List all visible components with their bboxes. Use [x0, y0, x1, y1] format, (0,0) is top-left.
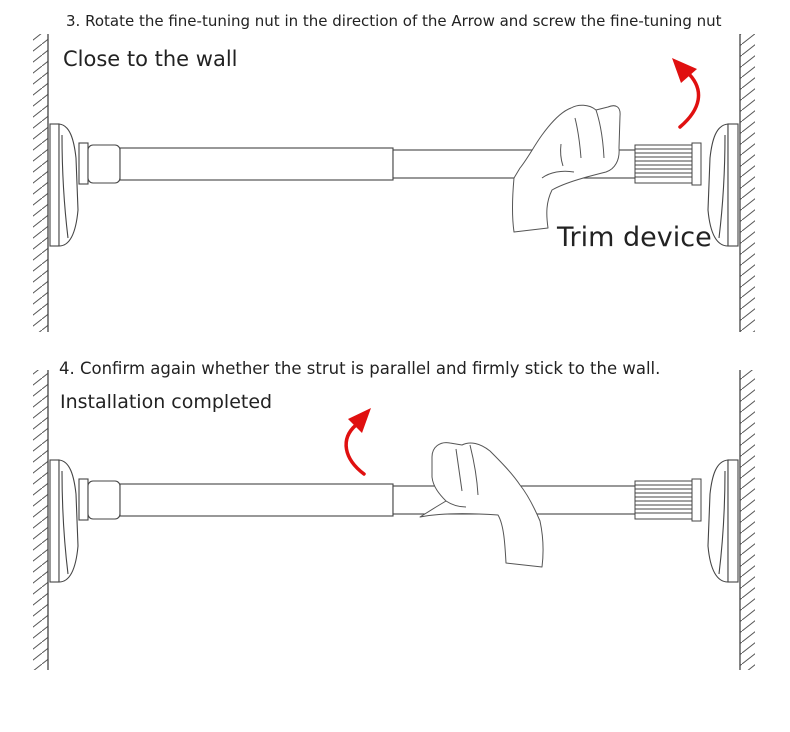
trim-device-label: Trim device: [557, 222, 712, 253]
hand-icon: [513, 105, 621, 232]
right-wall: [740, 370, 755, 670]
right-end-pad: [708, 460, 738, 582]
left-wall: [33, 370, 48, 670]
rotation-arrow-icon: [672, 58, 699, 127]
step-3-panel: [0, 0, 790, 345]
left-wall: [33, 34, 48, 332]
telescopic-rod: [120, 484, 636, 516]
right-wall: [740, 34, 755, 332]
fine-tuning-nut: [635, 143, 701, 185]
step-4-instruction: 4. Confirm again whether the strut is parallel and firmly stick to the wall.: [59, 359, 661, 378]
close-to-wall-label: Close to the wall: [63, 47, 238, 71]
right-end-pad: [708, 124, 738, 246]
rotation-arrow-icon: [346, 408, 371, 474]
left-end-pad: [50, 460, 120, 582]
step-4-panel: [0, 345, 790, 690]
left-end-pad: [50, 124, 120, 246]
fine-tuning-nut: [635, 479, 701, 521]
step-3-instruction: 3. Rotate the fine-tuning nut in the direction of the Arrow and screw the fine-tuning nut: [66, 12, 722, 30]
installation-completed-label: Installation completed: [60, 391, 273, 413]
